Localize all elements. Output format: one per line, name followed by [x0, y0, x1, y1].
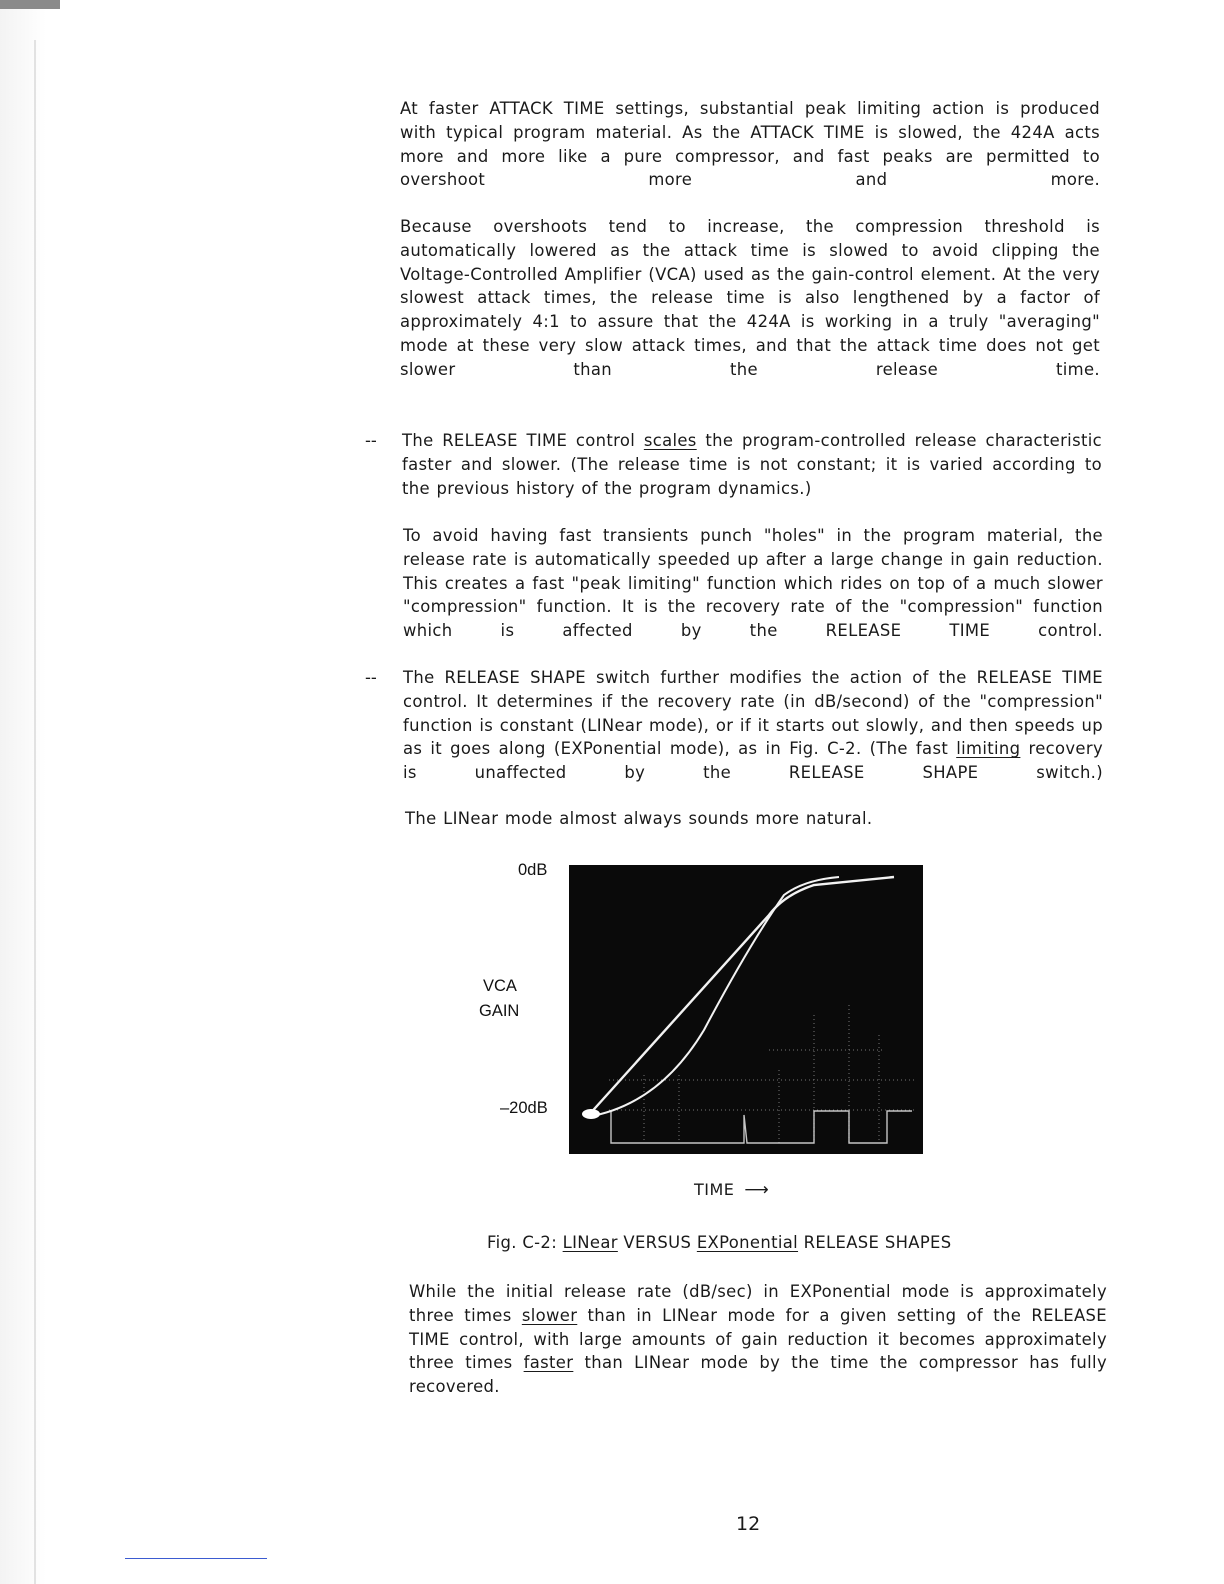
exp-rate-text-b: than in LINear mode for a given setting of the RELEASE TIME control, with large amounts of gain reduction it becomes approximately three times: [409, 1305, 1107, 1373]
scope-graticule: [609, 1005, 914, 1143]
caption-prefix: Fig. C-2:: [487, 1233, 558, 1252]
trace-origin: [582, 1109, 600, 1119]
label-gain: GAIN: [479, 1002, 520, 1020]
paragraph-release-shape: [403, 666, 1103, 785]
underlined-slower: slower: [521, 1305, 578, 1325]
underlined-faster: faster: [523, 1353, 574, 1373]
release-time-text: The RELEASE TIME control: [402, 431, 636, 450]
underlined-limiting: limiting: [956, 739, 1021, 759]
bullet-dash: --: [365, 431, 377, 450]
exponential-release-trace: [587, 877, 839, 1117]
paragraph-transients: To avoid having fast transients punch "holes" in the program material, the release rate is automatically speeded up after a large change in gain reduction. This creates a fast "peak limiting" function which rides on top of a much slower "compression" function. It is the recovery rate of the "compression" function which is affected by the RELEASE TIME control.: [403, 526, 1103, 641]
paragraph-linear-natural: The LINear mode almost always sounds more natural.: [405, 809, 873, 828]
time-axis-label: [694, 1180, 769, 1200]
label-vca: VCA: [483, 977, 517, 995]
caption-versus: VERSUS: [623, 1233, 692, 1252]
caption-linear: LINear: [562, 1233, 618, 1252]
scan-edge-line: [34, 40, 36, 1584]
right-arrow-icon: ⟶: [744, 1180, 770, 1200]
bullet-dash: --: [365, 668, 377, 687]
release-shape-text-cont: recovery is unaffected by the RELEASE SHAPE switch.): [403, 739, 1104, 783]
paragraph-attack-time: At faster ATTACK TIME settings, substantial peak limiting action is produced with typical program material. As the ATTACK TIME is slowed, the 424A acts more and more like a pure compressor, and fast peaks are permitted to overshoot more and more.: [400, 99, 1100, 190]
label-minus-20db: –20dB: [500, 1099, 548, 1117]
time-label: TIME: [694, 1180, 735, 1199]
linear-release-trace: [587, 877, 894, 1117]
footer-rule: [125, 1558, 267, 1559]
scan-margin: [0, 0, 46, 1584]
paragraph-exponential-rate: [409, 1280, 1107, 1399]
scan-corner-mark: [0, 0, 60, 9]
scope-step-baseline: [611, 1111, 912, 1143]
label-0db: 0dB: [518, 861, 548, 879]
exp-rate-text-c: than LINear mode by the time the compressor has fully recovered.: [409, 1353, 1108, 1397]
release-shape-text: The RELEASE SHAPE switch further modifies the action of the RELEASE TIME control. It determines if the recovery rate (in dB/second) of the "compression" function is constant (LINear mode), or if it starts out slowly, and then speeds up as it goes along (EXPonential mode), as in Fig. C-2. (The fast: [403, 668, 1103, 759]
exp-rate-text-a: While the initial release rate (dB/sec) in EXPonential mode is approximately three times: [409, 1282, 1107, 1325]
figure-caption: [487, 1233, 952, 1252]
underlined-scales: scales: [643, 431, 697, 450]
paragraph-overshoots: Because overshoots tend to increase, the compression threshold is automatically lowered as the attack time is slowed to avoid clipping the Voltage-Controlled Amplifier (VCA) used as the gain-control element. At the very slowest attack times, the release time is also lengthened by a factor of approximately 4:1 to assure that the 424A is working in a truly "averaging" mode at these very slow attack times, and that the attack time does not get slower than the release time.: [400, 217, 1100, 379]
caption-exponential: EXPonential: [696, 1233, 799, 1252]
release-time-text-cont: the program-controlled release characteristic faster and slower. (The release time is not constant; it is varied according to the previous history of the program dynamics.): [402, 431, 1102, 498]
oscilloscope-trace: [569, 865, 923, 1154]
caption-suffix: RELEASE SHAPES: [803, 1233, 952, 1252]
page-number: 12: [736, 1513, 761, 1535]
paragraph-release-time: [402, 429, 1102, 500]
